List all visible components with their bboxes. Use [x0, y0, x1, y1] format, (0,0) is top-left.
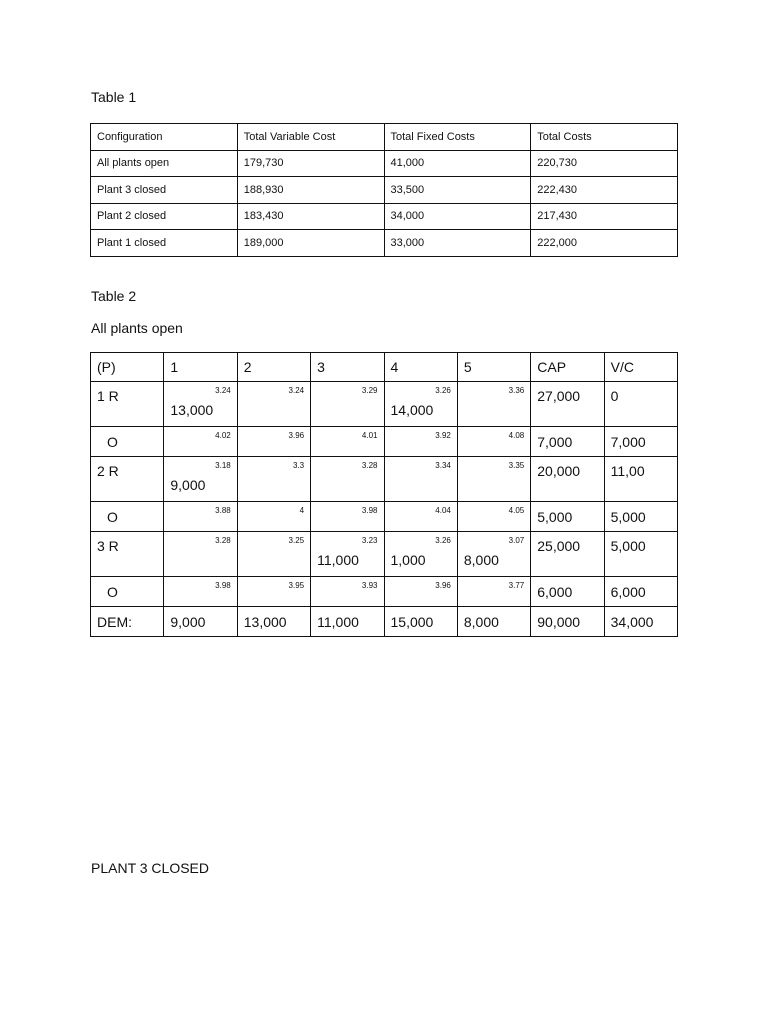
table2-row [91, 532, 678, 577]
unit-cost: 4.05 [508, 506, 525, 515]
table2-cell [311, 382, 384, 427]
table2-cell [237, 427, 310, 457]
unit-cost: 3.26 [435, 536, 451, 545]
unit-cost: 3.23 [361, 536, 378, 545]
table2-cell [237, 457, 310, 502]
vc-value: 0 [610, 388, 619, 404]
capacity: 6,000 [537, 584, 573, 600]
table2-row [91, 577, 678, 607]
table2-cell [457, 457, 530, 502]
demand-value: 11,000 [311, 607, 384, 637]
unit-cost: 3.35 [508, 461, 525, 470]
table2-cell [384, 457, 457, 502]
unit-cost: 3.36 [508, 386, 525, 395]
table1-header-cell: Configuration [91, 124, 238, 151]
table2-cell [311, 502, 384, 532]
capacity: 27,000 [537, 388, 581, 404]
unit-cost: 4.04 [435, 506, 451, 515]
table2-cell [457, 382, 530, 427]
allocation: 1,000 [390, 552, 426, 568]
table2-vc-cell [604, 532, 677, 577]
table2-header-cell: 4 [384, 353, 457, 382]
table2-header-cell: 3 [311, 353, 384, 382]
table2-cap-cell [531, 457, 604, 502]
table2-cap-cell [531, 427, 604, 457]
table2-row-label-cell [91, 532, 164, 577]
table1-cell: 189,000 [237, 230, 384, 257]
row-label: O [107, 584, 118, 600]
table1-header-cell: Total Costs [531, 124, 678, 151]
table2-header-cell: V/C [604, 353, 677, 382]
allocation: 14,000 [390, 402, 434, 418]
unit-cost: 3.98 [361, 506, 378, 515]
table2-row-label-cell [91, 427, 164, 457]
table2-cell [457, 427, 530, 457]
table2-cell [457, 577, 530, 607]
unit-cost: 3.24 [215, 386, 231, 395]
table2-cell [384, 532, 457, 577]
table2-demand-row [91, 607, 678, 637]
allocation: 8,000 [463, 552, 499, 568]
table2-vc-cell [604, 577, 677, 607]
table1-row [91, 150, 678, 177]
table1-cell: 222,430 [531, 177, 678, 204]
table2-title: Table 2 [91, 288, 137, 304]
table1-cell: 179,730 [237, 150, 384, 177]
table1-cell: Plant 1 closed [91, 230, 238, 257]
unit-cost: 3.96 [288, 431, 305, 440]
table2-subtitle: All plants open [91, 320, 183, 336]
demand-vc-total: 34,000 [604, 607, 677, 637]
table2-cell [237, 382, 310, 427]
table2-cap-cell [531, 502, 604, 532]
unit-cost: 3.07 [508, 536, 525, 545]
table2-cell [384, 427, 457, 457]
demand-value: 15,000 [384, 607, 457, 637]
vc-value: 5,000 [610, 509, 646, 525]
table1-cell: 217,430 [531, 203, 678, 230]
unit-cost: 3.34 [435, 461, 451, 470]
table2-cap-cell [531, 382, 604, 427]
table1-cell: 220,730 [531, 150, 678, 177]
unit-cost: 4.02 [215, 431, 231, 440]
capacity: 20,000 [537, 463, 581, 479]
unit-cost: 4.08 [508, 431, 525, 440]
unit-cost: 3.24 [288, 386, 305, 395]
table2 [90, 352, 678, 637]
unit-cost: 3.77 [508, 581, 525, 590]
table2-cell [457, 502, 530, 532]
table2-cell [164, 457, 237, 502]
demand-value: 8,000 [457, 607, 530, 637]
table2-cell [311, 532, 384, 577]
table2-cell [164, 577, 237, 607]
capacity: 7,000 [537, 434, 573, 450]
vc-value: 7,000 [610, 434, 646, 450]
demand-value: 9,000 [164, 607, 237, 637]
table2-cell [311, 457, 384, 502]
vc-value: 5,000 [610, 538, 646, 554]
table2-row-label-cell [91, 382, 164, 427]
unit-cost: 3.29 [361, 386, 378, 395]
unit-cost: 3.25 [288, 536, 305, 545]
table1-cell: Plant 3 closed [91, 177, 238, 204]
allocation: 9,000 [170, 477, 206, 493]
row-label: O [107, 434, 118, 450]
table2-cell [457, 532, 530, 577]
table1-cell: 33,000 [384, 230, 531, 257]
row-label: O [107, 509, 118, 525]
section-title-plant3-closed: PLANT 3 CLOSED [91, 860, 210, 876]
allocation: 11,000 [317, 552, 359, 568]
table2-header-cell: (P) [91, 353, 164, 382]
table2-cell [237, 577, 310, 607]
table2-cell [237, 532, 310, 577]
table2-vc-cell [604, 502, 677, 532]
table2-header-row [91, 353, 678, 382]
table1-cell: 33,500 [384, 177, 531, 204]
row-label: 1 R [97, 388, 119, 404]
table1-cell: 34,000 [384, 203, 531, 230]
unit-cost: 3.18 [215, 461, 231, 470]
capacity: 5,000 [537, 509, 573, 525]
unit-cost: 3.95 [288, 581, 305, 590]
row-label: 2 R [97, 463, 119, 479]
table2-row-label-cell [91, 577, 164, 607]
demand-value: 13,000 [237, 607, 310, 637]
table2-header-cell: CAP [531, 353, 604, 382]
table2-vc-cell [604, 382, 677, 427]
unit-cost: 4 [299, 506, 305, 515]
vc-value: 11,00 [610, 463, 645, 479]
table2-cell [237, 502, 310, 532]
table2-cell [164, 532, 237, 577]
table2-cap-cell [531, 532, 604, 577]
row-label: 3 R [97, 538, 119, 554]
unit-cost: 4.01 [361, 431, 378, 440]
unit-cost: 3.98 [215, 581, 231, 590]
unit-cost: 3.28 [215, 536, 231, 545]
table1-header-cell: Total Variable Cost [237, 124, 384, 151]
table2-row [91, 457, 678, 502]
unit-cost: 3.92 [435, 431, 451, 440]
table1-cell: 188,930 [237, 177, 384, 204]
unit-cost: 3.28 [361, 461, 378, 470]
table2-cell [164, 427, 237, 457]
table2-cell [311, 427, 384, 457]
table2-cell [164, 502, 237, 532]
unit-cost: 3.96 [435, 581, 451, 590]
unit-cost: 3.88 [215, 506, 231, 515]
unit-cost: 3.93 [361, 581, 378, 590]
table1-cell: All plants open [91, 150, 238, 177]
table2-cell [311, 577, 384, 607]
table2-cell [384, 577, 457, 607]
table2-row [91, 427, 678, 457]
capacity: 25,000 [537, 538, 581, 554]
table2-header-cell: 5 [457, 353, 530, 382]
table1-row [91, 177, 678, 204]
unit-cost: 3.3 [293, 461, 305, 470]
table2-header-cell: 1 [164, 353, 237, 382]
table1-header-cell: Total Fixed Costs [384, 124, 531, 151]
table2-row [91, 502, 678, 532]
vc-value: 6,000 [610, 584, 646, 600]
table1-header-row [91, 124, 678, 151]
table1-row [91, 203, 678, 230]
table2-vc-cell [604, 427, 677, 457]
table2-cell [384, 382, 457, 427]
table1-cell: Plant 2 closed [91, 203, 238, 230]
table2-header-cell: 2 [237, 353, 310, 382]
table2-vc-cell [604, 457, 677, 502]
table2-row [91, 382, 678, 427]
table1-title: Table 1 [91, 89, 137, 105]
table1-row [91, 230, 678, 257]
table1 [90, 123, 678, 257]
table1-cell: 222,000 [531, 230, 678, 257]
demand-label: DEM: [91, 607, 164, 637]
unit-cost: 3.26 [435, 386, 451, 395]
demand-cap-total: 90,000 [531, 607, 604, 637]
allocation: 13,000 [170, 402, 214, 418]
table2-row-label-cell [91, 502, 164, 532]
table2-cell [384, 502, 457, 532]
table2-cell [164, 382, 237, 427]
table2-cap-cell [531, 577, 604, 607]
table1-cell: 41,000 [384, 150, 531, 177]
table2-row-label-cell [91, 457, 164, 502]
table1-cell: 183,430 [237, 203, 384, 230]
